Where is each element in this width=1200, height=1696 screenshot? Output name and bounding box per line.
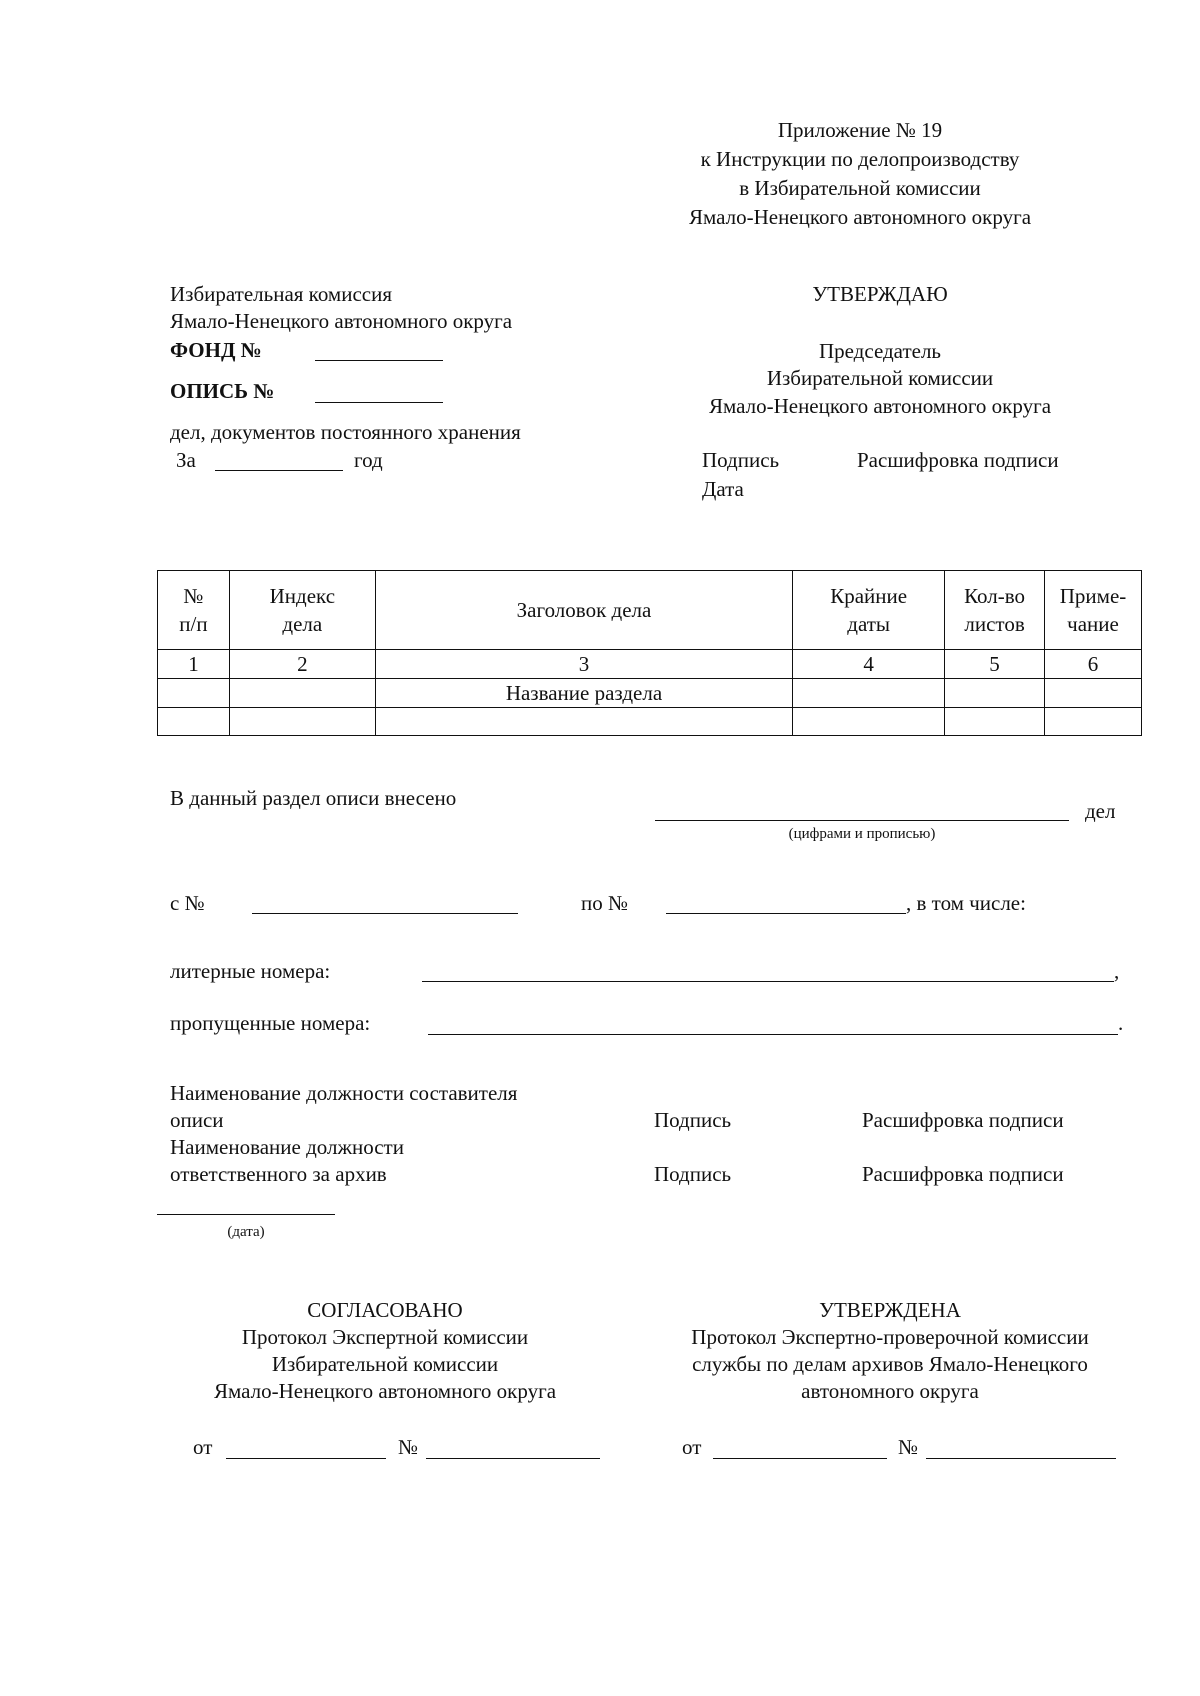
approved-date-label: от — [682, 1435, 702, 1459]
approved-line: автономного округа — [801, 1379, 979, 1403]
column-number: 2 — [229, 650, 375, 679]
org-name: Избирательная комиссия — [170, 282, 392, 306]
from-number-field[interactable] — [252, 913, 518, 914]
approved-number-label: № — [898, 1435, 919, 1459]
count-hint: (цифрами и прописью) — [788, 826, 936, 842]
approve-title: УТВЕРЖДАЮ — [812, 282, 948, 306]
column-header: Приме- чание — [1045, 571, 1142, 650]
column-number: 6 — [1045, 650, 1142, 679]
table-cell[interactable] — [158, 679, 230, 708]
approved-title: УТВЕРЖДЕНА — [819, 1298, 961, 1322]
agreed-line: Протокол Экспертной комиссии — [241, 1325, 529, 1349]
fond-label: ФОНД № — [170, 338, 262, 362]
entered-label: В данный раздел описи внесено — [170, 786, 457, 810]
column-header: Заголовок дела — [375, 571, 792, 650]
signature-label: Подпись — [702, 448, 780, 472]
archive-signature-decode: Расшифровка подписи — [862, 1162, 1064, 1186]
column-number: 4 — [793, 650, 945, 679]
fond-number-field[interactable] — [315, 360, 443, 361]
agreed-number-field[interactable] — [426, 1458, 600, 1459]
table-cell[interactable] — [229, 679, 375, 708]
date-field[interactable] — [157, 1214, 335, 1215]
compiler-position: описи — [170, 1108, 224, 1132]
column-number-row — [158, 650, 1142, 679]
section-title-cell[interactable]: Название раздела — [375, 679, 792, 708]
approved-line: службы по делам архивов Ямало-Ненецкого — [692, 1352, 1088, 1376]
entered-count-field[interactable] — [655, 820, 1069, 821]
agreed-number-label: № — [398, 1435, 419, 1459]
table-cell[interactable] — [1045, 679, 1142, 708]
date-hint: (дата) — [227, 1224, 265, 1240]
year-field[interactable] — [215, 470, 343, 471]
table-header-row — [158, 571, 1142, 650]
approver-role: Председатель — [818, 339, 942, 363]
table-cell[interactable] — [793, 708, 945, 736]
column-header: Крайние даты — [793, 571, 945, 650]
column-header: Индекс дела — [229, 571, 375, 650]
agreed-date-label: от — [193, 1435, 213, 1459]
including-label: , в том числе: — [906, 891, 1026, 915]
opis-number-field[interactable] — [315, 402, 443, 403]
approved-number-field[interactable] — [926, 1458, 1116, 1459]
approver-role: Избирательной комиссии — [766, 366, 994, 390]
missed-numbers-field[interactable] — [428, 1034, 1118, 1035]
liter-comma: , — [1114, 959, 1120, 983]
column-number: 1 — [158, 650, 230, 679]
del-label: дел — [1085, 799, 1116, 823]
approved-line: Протокол Экспертно-проверочной комиссии — [691, 1325, 1089, 1349]
column-header: № п/п — [158, 571, 230, 650]
table-cell[interactable] — [945, 708, 1045, 736]
archive-position: Наименование должности — [170, 1135, 404, 1159]
org-name: Ямало-Ненецкого автономного округа — [170, 309, 513, 333]
table-cell[interactable] — [793, 679, 945, 708]
agreed-line: Ямало-Ненецкого автономного округа — [213, 1379, 557, 1403]
table-cell[interactable] — [158, 708, 230, 736]
approved-date-field[interactable] — [713, 1458, 887, 1459]
appendix-line: к Инструкции по делопроизводству — [700, 147, 1020, 171]
approver-role: Ямало-Ненецкого автономного округа — [708, 394, 1052, 418]
table-cell[interactable] — [1045, 708, 1142, 736]
inventory-table — [157, 570, 1142, 736]
compiler-position: Наименование должности составителя — [170, 1081, 518, 1105]
column-number: 5 — [945, 650, 1045, 679]
from-label: с № — [170, 891, 205, 915]
table-cell[interactable] — [375, 708, 792, 736]
column-number: 3 — [375, 650, 792, 679]
appendix-line: в Избирательной комиссии — [739, 176, 981, 200]
agreed-title: СОГЛАСОВАНО — [307, 1298, 463, 1322]
missed-period: . — [1118, 1011, 1124, 1035]
opis-description: дел, документов постоянного хранения — [170, 420, 521, 444]
to-number-field[interactable] — [666, 913, 906, 914]
agreed-date-field[interactable] — [226, 1458, 386, 1459]
agreed-line: Избирательной комиссии — [271, 1352, 499, 1376]
compiler-signature-label: Подпись — [654, 1108, 732, 1132]
appendix-title: Приложение № 19 — [777, 118, 943, 142]
table-cell[interactable] — [945, 679, 1045, 708]
date-label: Дата — [702, 477, 744, 501]
table-row — [158, 708, 1142, 736]
archive-signature-label: Подпись — [654, 1162, 732, 1186]
section-row — [158, 679, 1142, 708]
table-cell[interactable] — [229, 708, 375, 736]
opis-label: ОПИСЬ № — [170, 379, 275, 403]
compiler-signature-decode: Расшифровка подписи — [862, 1108, 1064, 1132]
signature-decode-label: Расшифровка подписи — [857, 448, 1059, 472]
appendix-line: Ямало-Ненецкого автономного округа — [688, 205, 1032, 229]
liter-numbers-field[interactable] — [422, 981, 1114, 982]
missed-numbers-label: пропущенные номера: — [170, 1011, 371, 1035]
to-label: по № — [581, 891, 629, 915]
column-header: Кол-во листов — [945, 571, 1045, 650]
year-suffix: год — [354, 448, 383, 472]
year-prefix: За — [176, 448, 196, 472]
archive-position: ответственного за архив — [170, 1162, 387, 1186]
liter-numbers-label: литерные номера: — [170, 959, 331, 983]
